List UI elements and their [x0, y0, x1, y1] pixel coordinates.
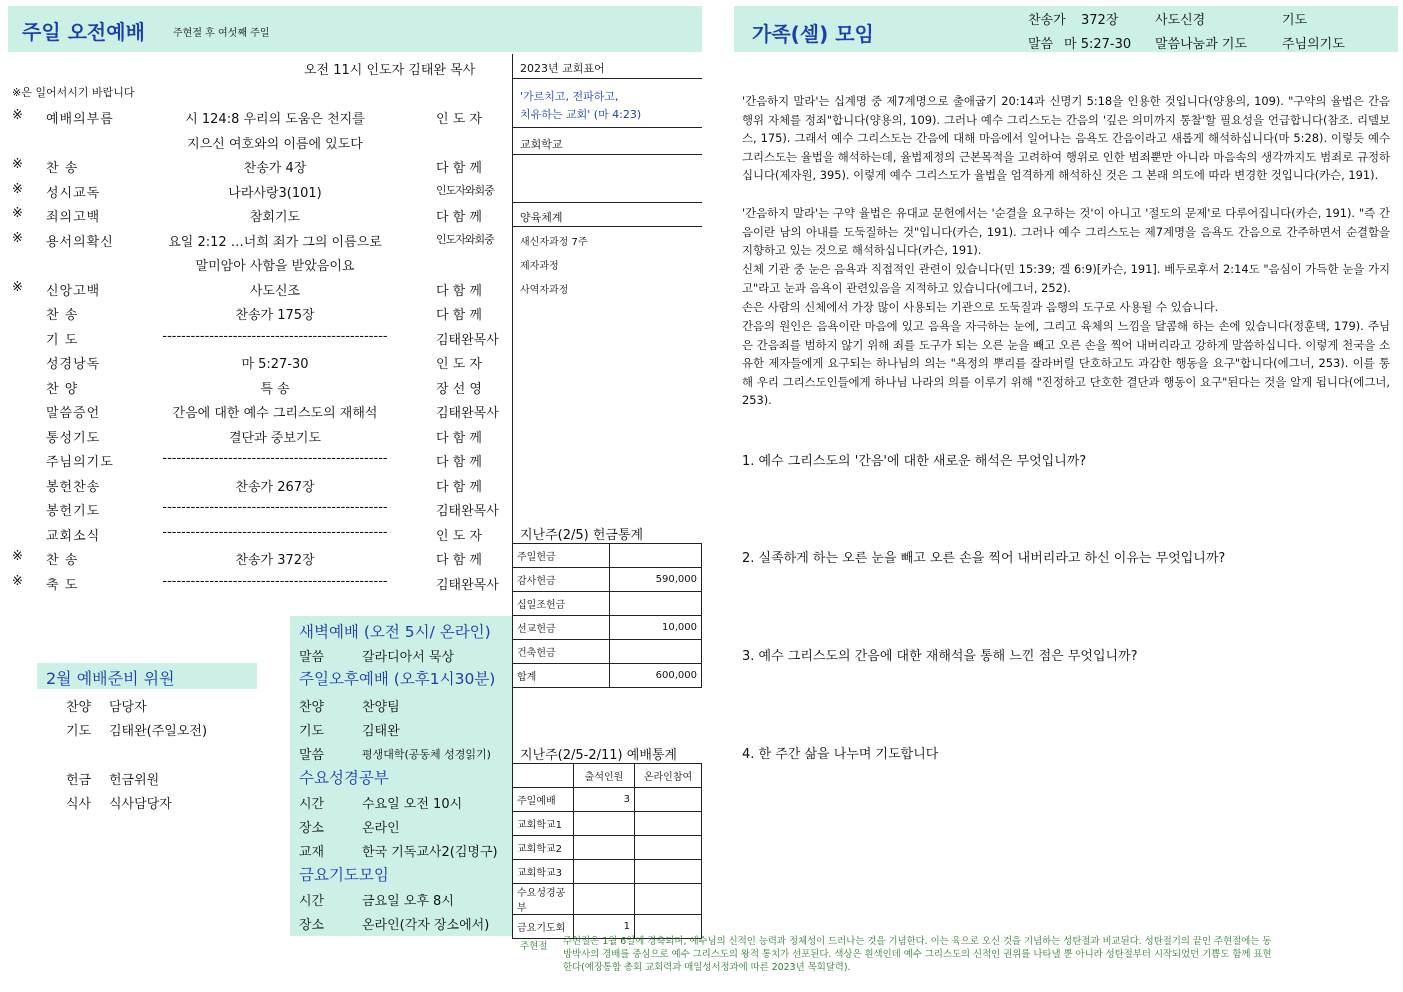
- friday-label: 시간: [299, 894, 325, 909]
- footer-label: 주현절: [520, 941, 548, 952]
- afternoon-title: 주일오후예배 (오후1시30분): [299, 670, 496, 688]
- afternoon-value: 평생대학(공동체 성경읽기): [362, 748, 491, 761]
- service-content: ------------------------------------------------: [162, 328, 388, 344]
- service-who: 인 도 자: [436, 112, 482, 127]
- footer-text: [563, 935, 1393, 974]
- cell-prayer: 기도: [1282, 13, 1308, 28]
- service-mark: ※: [12, 573, 23, 589]
- footer-line: 주현절은 1월 6일에 경축되며, 예수님의 신적인 능력과 정체성이 드러나는 것을 기념한다. 이는 육으로 오신 것을 기념하는 성탄절과 비교된다. 성탄절기의 끝인 주현절에는 동: [563, 936, 1272, 947]
- service-row: [0, 521, 510, 545]
- cell-sharing: 말씀나눔과 기도: [1155, 37, 1248, 52]
- service-content: 말미암아 사함을 받았음이요: [195, 259, 355, 274]
- motto-line-2: 치유하는 교회' (마 4:23): [520, 108, 642, 121]
- course-item: 새신자과정 7주: [520, 237, 588, 248]
- friday-value: 금요일 오후 8시: [362, 894, 454, 909]
- service-content: ------------------------------------------------: [162, 573, 388, 589]
- offering-value: [610, 640, 702, 664]
- service-row: [0, 545, 510, 569]
- attendance-label: 교회학교2: [513, 836, 574, 860]
- attendance-count: [574, 884, 635, 915]
- committee-label: 헌금: [66, 773, 92, 788]
- left-header: [8, 6, 702, 52]
- committee-value: 담당자: [109, 700, 147, 715]
- service-name: 용서의확신: [46, 234, 114, 250]
- attendance-row: [513, 836, 702, 860]
- service-who: 다 함 께: [436, 283, 482, 299]
- right-header: [734, 6, 1398, 52]
- offering-value: 10,000: [610, 616, 702, 640]
- page-title: 주일 오전예배: [22, 20, 145, 44]
- study-paragraph: 간음의 원인은 음욕이란 마음에 있고 음욕을 자극하는 눈에, 그리고 육체의 느낌을 달콤해 하는 손에 있습니다(정훈택, 179). 주님은 간음죄를 범하지 않기 위해 죄를 도구가 되는 오른 눈을 빼고 오른 손을 찍어 내버리라고 강하게 말씀하십니다. 이렇게 천국을 소유한 제자들에게 요구되는 하나님의 의는 "욕정의 뿌리를 잘라버릴 단호하고도 과감한 행동을 요구"합니다(에그너, 253). 이를 통해 우리 그리스도인들에게 하나님 나라의 의를 이루기 위해 "진정하고 단호한 결단과 행동이 요구"된다는 것을 알게 됩니다(에그너, 253).: [742, 319, 1390, 408]
- offering-label: 건축헌금: [513, 640, 610, 664]
- service-who: 인 도 자: [436, 528, 482, 544]
- service-leader: 오전 11시 인도자 김태완 목사: [304, 63, 476, 78]
- cell-lords-prayer: 주님의기도: [1282, 37, 1345, 52]
- service-who: 다 함 께: [436, 479, 482, 495]
- footer-line: 방박사의 경배를 중심으로 예수 그리스도의 왕적 통치가 선포된다. 색상은 흰색인데 예수 그리스도의 신적인 권위를 나타낼 뿐 아니라 성탄절부터 시작되었던 기쁨도 함께 표현: [563, 949, 1272, 960]
- service-name: 찬 송: [46, 553, 79, 568]
- service-who: 인도자와회중: [436, 183, 494, 197]
- service-who: 김태완목사: [436, 406, 499, 421]
- afternoon-label: 찬양: [299, 700, 325, 715]
- service-who: 다 함 께: [436, 553, 482, 568]
- service-name: 성시교독: [46, 185, 101, 201]
- offering-title: 지난주(2/5) 헌금통계: [520, 528, 644, 543]
- service-name: 찬 송: [46, 161, 79, 176]
- footer-line: 한다(예장통합 총회 교회력과 매일성서정과에 따른 2023년 목회달력).: [563, 962, 851, 973]
- wednesday-value: 수요일 오전 10시: [362, 797, 463, 812]
- attendance-title: 지난주(2/5-2/11) 예배통계: [520, 748, 677, 763]
- offering-table: [512, 543, 702, 688]
- study-paragraph: '간음하지 말라'는 십계명 중 제7계명으로 출애굽기 20:14과 신명기 5:18을 인용한 것입니다(양용의, 109). "구약의 율법은 간음 행위 자체를 정죄"합니다(양용의, 109). 그러나 예수 그리스도는 간음의 '깊은 의미까지 통찰'할 필요성을 언급합니다(참조. 리델보스, 175). 그래서 예수 그리스도는 간음에 대해 마음에서 일어나는 음욕도 간음이라고 새롭게 해석하십니다(마 5:28). 이렇듯 예수 그리스도는 율법을 해석하는데, 율법제정의 근본목적을 고려하여 행위로 인한 범죄뿐만 아니라 마음속의 생각까지도 범죄로 규정하십니다(제자원, 395). 이렇게 예수 그리스도가 율법을 엄격하게 해석하신 것은 그 본래 의도에 따라 변경한 것입니다(카슨, 191).: [742, 94, 1390, 183]
- attendance-label: 수요성경공부: [513, 884, 574, 915]
- service-row: [0, 423, 510, 447]
- service-row: [0, 374, 510, 398]
- service-content: 찬송가 267장: [235, 479, 315, 495]
- offering-row: [513, 568, 702, 592]
- attendance-row: [513, 788, 702, 812]
- service-content: ------------------------------------------------: [162, 524, 388, 540]
- service-who: 다 함 께: [436, 161, 482, 176]
- service-name: 봉헌기도: [46, 504, 101, 519]
- service-row: [0, 570, 510, 594]
- wednesday-value: 온라인: [362, 821, 400, 836]
- cell-meeting-title: 가족(셀) 모임: [752, 22, 874, 46]
- wednesday-label: 시간: [299, 797, 325, 812]
- study-paragraph: '간음하지 말라'는 구약 율법은 유대교 문헌에서는 '순결을 요구하는 것'이 아니고 '절도의 문제'로 다루어집니다(카슨, 191). "즉 간음이란 남의 아내를 도둑질하는 것"입니다(카슨, 191). 그러나 예수 그리스도는 제7계명을 음욕도 간음으로 간주하면서 순결함을 지향하고 있는 것으로 해석하십니다(카슨, 191).: [742, 206, 1390, 258]
- attendance-online: [635, 812, 702, 836]
- service-row: [0, 472, 510, 496]
- wednesday-label: 교재: [299, 845, 325, 860]
- motto-title: 2023년 교회표어: [520, 62, 605, 75]
- service-content: 찬송가 4장: [243, 161, 307, 176]
- committee-label: 기도: [66, 724, 92, 739]
- divider: [512, 154, 702, 155]
- attendance-count: [574, 836, 635, 860]
- service-mark: ※: [12, 206, 23, 221]
- service-content: 마 5:27-30: [241, 357, 309, 372]
- offering-row: [513, 616, 702, 640]
- offering-label: 주일헌금: [513, 544, 610, 568]
- afternoon-value: 찬양팀: [362, 700, 400, 715]
- service-row: [0, 300, 510, 324]
- service-row: [0, 496, 510, 520]
- friday-value: 온라인(각자 장소에서): [362, 918, 490, 933]
- service-content: 찬송가 372장: [235, 553, 315, 568]
- service-row: [0, 178, 510, 202]
- course-item: 제자과정: [520, 261, 559, 272]
- service-who: 인도자와회중: [436, 232, 494, 246]
- wednesday-title: 수요성경공부: [299, 769, 389, 787]
- service-content: 찬송가 175장: [235, 308, 315, 323]
- other-services-box: [290, 616, 512, 936]
- offering-value: 590,000: [610, 568, 702, 592]
- service-who: 김태완목사: [436, 332, 499, 348]
- attendance-label: 금요기도회: [513, 915, 574, 939]
- service-row: [0, 153, 510, 177]
- friday-label: 장소: [299, 918, 325, 933]
- service-mark: ※: [12, 108, 23, 123]
- dawn-title: 새벽예배 (오전 5시/ 온라인): [299, 623, 491, 641]
- service-name: 기 도: [46, 332, 79, 348]
- committee-value: 식사담당자: [109, 797, 172, 812]
- attendance-table: [512, 763, 702, 939]
- attendance-count: [574, 860, 635, 884]
- service-who: 김태완목사: [436, 504, 499, 519]
- attendance-row: [513, 812, 702, 836]
- service-name: 찬 송: [46, 308, 79, 323]
- service-row: [0, 227, 510, 251]
- service-name: 예배의부름: [46, 112, 114, 127]
- service-content: 간음에 대한 예수 그리스도의 재해석: [172, 406, 378, 421]
- offering-row: [513, 640, 702, 664]
- service-name: 신앙고백: [46, 283, 101, 299]
- divider: [512, 127, 702, 128]
- cell-hymn-label: 찬송가: [1028, 13, 1066, 28]
- committee-label: 찬양: [66, 700, 92, 715]
- service-who: 김태완목사: [436, 577, 499, 593]
- service-row: [0, 325, 510, 349]
- attendance-header-row: [513, 764, 702, 788]
- service-row: [0, 202, 510, 226]
- cell-word-label: 말씀: [1028, 37, 1054, 52]
- service-name: 축 도: [46, 577, 79, 593]
- service-row: [0, 251, 510, 275]
- committee-title: 2월 예배준비 위원: [46, 669, 175, 688]
- service-who: 인 도 자: [436, 357, 482, 372]
- service-content: 사도신조: [249, 283, 301, 299]
- cell-creed: 사도신경: [1155, 13, 1206, 28]
- friday-title: 금요기도모임: [299, 866, 389, 884]
- attendance-online: [635, 860, 702, 884]
- offering-value: [610, 592, 702, 616]
- service-who: 다 함 께: [436, 430, 482, 446]
- afternoon-label: 말씀: [299, 748, 325, 763]
- service-row: [0, 349, 510, 373]
- service-row: [0, 104, 510, 128]
- offering-label: 십일조헌금: [513, 592, 610, 616]
- service-who: 다 함 께: [436, 308, 482, 323]
- offering-row: [513, 664, 702, 688]
- attendance-label: 교회학교3: [513, 860, 574, 884]
- offering-label: 감사헌금: [513, 568, 610, 592]
- service-name: 성경낭독: [46, 357, 101, 372]
- committee-value: 헌금위원: [109, 773, 160, 788]
- service-name: 통성기도: [46, 430, 101, 446]
- study-question: 2. 실족하게 하는 오른 눈을 빼고 오른 손을 찍어 내버리라고 하신 이유는 무엇입니까?: [742, 551, 1226, 566]
- offering-label: 선교헌금: [513, 616, 610, 640]
- page-subtitle: 주현절 후 여섯째 주일: [173, 28, 270, 39]
- attendance-row: [513, 884, 702, 915]
- stand-note: ※은 일어서시기 바랍니다: [12, 86, 135, 99]
- motto-line-1: '가르치고, 전파하고,: [520, 90, 619, 103]
- service-who: 다 함 께: [436, 210, 482, 225]
- wednesday-value: 한국 기독교사2(김명구): [362, 845, 498, 860]
- service-row: [0, 129, 510, 153]
- service-row: [0, 276, 510, 300]
- service-content: 참회기도: [249, 210, 301, 225]
- service-name: 죄의고백: [46, 210, 101, 225]
- divider: [512, 78, 702, 79]
- service-name: 교회소식: [46, 528, 101, 544]
- service-content: ------------------------------------------------: [162, 451, 388, 466]
- service-mark: ※: [12, 279, 23, 295]
- service-mark: ※: [12, 549, 23, 564]
- dawn-word-label: 말씀: [299, 650, 325, 665]
- cell-word: 마 5:27-30: [1064, 37, 1132, 52]
- attendance-online: [635, 884, 702, 915]
- attendance-count: 1: [574, 915, 635, 939]
- study-question: 1. 예수 그리스도의 '간음'에 대한 새로운 해석은 무엇입니까?: [742, 454, 1087, 469]
- afternoon-value: 김태완: [362, 724, 400, 739]
- service-name: 주님의기도: [46, 455, 114, 470]
- study-question: 4. 한 주간 삶을 나누며 기도합니다: [742, 747, 939, 762]
- wednesday-label: 장소: [299, 821, 325, 836]
- service-content: 요일 2:12 …너희 죄가 그의 이름으로: [168, 234, 382, 250]
- attendance-count: [574, 812, 635, 836]
- service-name: 봉헌찬송: [46, 479, 101, 495]
- attendance-online: [635, 836, 702, 860]
- study-paragraph: 손은 사람의 신체에서 가장 많이 사용되는 기관으로 도둑질과 음행의 도구로 사용될 수 있습니다.: [742, 300, 1219, 314]
- service-who: 다 함 께: [436, 455, 482, 470]
- service-content: ------------------------------------------------: [162, 500, 388, 515]
- committee-header: [37, 663, 257, 689]
- attendance-head-1: 출석인원: [574, 764, 635, 788]
- divider: [512, 202, 702, 203]
- attendance-count: 3: [574, 788, 635, 812]
- attendance-row: [513, 860, 702, 884]
- service-who: 장 선 영: [436, 381, 482, 397]
- attendance-header-empty: [513, 764, 574, 788]
- committee-label: 식사: [66, 797, 92, 812]
- study-paragraph: 신체 기관 중 눈은 음욕과 직접적인 관련이 있습니다(민 15:39; 겔 6:9)[카슨, 191]. 베두로후서 2:14도 "음심이 가득한 눈을 가지고"라고 눈과 음욕이 관련있음을 지적하고 있습니다(에그너, 252).: [742, 262, 1390, 295]
- service-row: [0, 398, 510, 422]
- attendance-head-2: 온라인참여: [635, 764, 702, 788]
- offering-row: [513, 592, 702, 616]
- service-content: 결단과 중보기도: [228, 430, 322, 446]
- offering-value: [610, 544, 702, 568]
- committee-value: 김태완(주일오전): [109, 724, 208, 739]
- service-content: 지으신 여호와의 이름에 있도다: [187, 136, 363, 152]
- service-mark: ※: [12, 157, 23, 172]
- service-content: 시 124:8 우리의 도움은 천지를: [185, 112, 365, 127]
- service-name: 말씀증언: [46, 406, 101, 421]
- service-name: 찬 양: [46, 381, 79, 397]
- cell-hymn: 372장: [1081, 13, 1119, 28]
- service-row: [0, 447, 510, 471]
- service-content: 나라사랑3(101): [228, 185, 322, 201]
- offering-value: 600,000: [610, 664, 702, 688]
- dawn-word: 갈라디아서 묵상: [362, 650, 455, 665]
- attendance-label: 주일예배: [513, 788, 574, 812]
- attendance-online: [635, 788, 702, 812]
- afternoon-label: 기도: [299, 724, 325, 739]
- service-mark: ※: [12, 230, 23, 246]
- offering-row: [513, 544, 702, 568]
- course-item: 사역자과정: [520, 285, 569, 296]
- study-question: 3. 예수 그리스도의 간음에 대한 재해석을 통해 느낀 점은 무엇입니까?: [742, 649, 1138, 664]
- order-of-service: [0, 104, 510, 594]
- service-content: 특 송: [260, 381, 290, 397]
- nurture-system: 양육체계: [520, 211, 563, 224]
- divider: [512, 226, 702, 227]
- attendance-label: 교회학교1: [513, 812, 574, 836]
- service-mark: ※: [12, 181, 23, 197]
- church-school: 교회학교: [520, 138, 563, 151]
- offering-label: 합계: [513, 664, 610, 688]
